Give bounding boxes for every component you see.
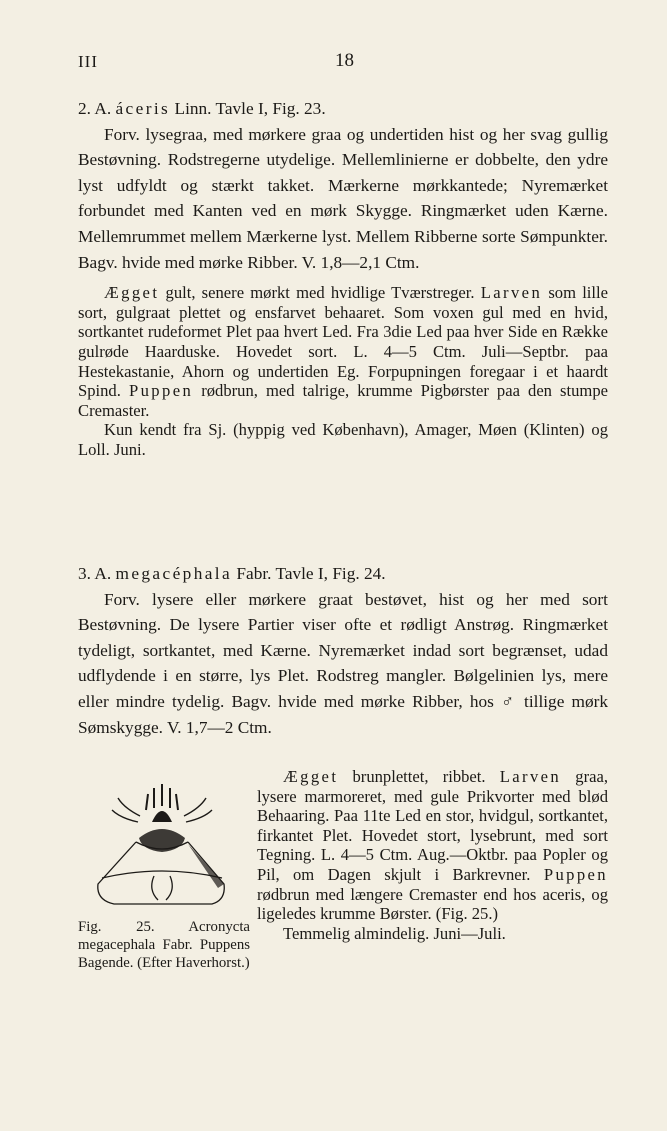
plate-reference: Tavle I, Fig. 24. <box>275 564 386 583</box>
entry-megacephala <box>78 561 608 740</box>
distribution: Kun kendt fra Sj. (hyppig ved København), Amager, Møen (Klinten) og Loll. Juni. <box>78 420 608 459</box>
page-header <box>78 52 598 76</box>
forewing-description: Forv. lysere eller mørkere graat bestøvet, hist og her med sort Bestøvning. De lysere Partier viser ofte et rødligt Anstrøg. Ringmærket tydeligt, sortkantet, med Kærne. Nyremærket indad sort begrænset, udad udflydende i en større, lys Plet. Rodstreg mangler. Bølgelinien lys, mere eller mindre tydelig. Bagv. hvide med mørke Ribber, hos ♂ tillige mørk Sømskygge. V. 1,7—2 Ctm. <box>78 589 609 737</box>
section-number: III <box>78 52 98 71</box>
plate-reference: Tavle I, Fig. 23. <box>215 99 326 118</box>
distribution: Temmelig almindelig. Juni—Juli. <box>283 923 506 943</box>
species-heading: 3. A. megacéphala Fabr. Tavle I, Fig. 24. <box>78 564 386 583</box>
species-name: áceris <box>115 99 171 118</box>
species-name: megacéphala <box>115 564 233 583</box>
species-heading: 2. A. áceris Linn. Tavle I, Fig. 23. <box>78 99 326 118</box>
life-history: Ægget brunplettet, ribbet. Larven graa, lysere marmoreret, med gule Prikvorter med blød Behaaring. Paa 11te Led en stor, hvidgul, sortkantet, firkantet Plet. Hovedet stort, lysebrunt, med sort Tegning. L. 4—5 Ctm. Aug.—Oktbr. paa Popler og Pil, om Dagen skjult i Barkrevner. Puppen rødbrun med længere Cremaster end hos aceris, og ligeledes krumme Børster. (Fig. 25.) <box>257 767 608 924</box>
forewing-description: Forv. lysegraa, med mørkere graa og undertiden hist og her svag gullig Bestøvning. Rodstregerne utydelige. Mellemlinierne er dobbelte, den ydre lyst udfyldt og stærkt takket. Mærkerne mørkkantede; Nyremærket forbundet med Kanten ved en mørk Skygge. Ringmærket uden Kærne. Mellemrummet mellem Mærkerne lyst. Mellem Ribberne sorte Sømpunkter. Bagv. hvide med mørke Ribber. V. 1,8—2,1 Ctm. <box>78 124 608 272</box>
life-history: Ægget gult, senere mørkt med hvidlige Tværstreger. Larven som lille sort, gulgraat plettet og ensfarvet behaaret. Som voxen gul med en hvid, sortkantet rudeformet Plet paa hvert Led. Fra 3die Led paa hver Side en Række gulrøde Haarduske. Hovedet sort. L. 4—5 Ctm. Juli—Septbr. paa Hestekastanie, Ahorn og undertiden Eg. Forpupningen foregaar i et haardt Spind. Puppen rødbrun, med talrige, krumme Pigbørster paa den stumpe Cremaster. <box>78 283 609 420</box>
pupa-tail-illustration <box>84 772 240 914</box>
entry-aceris <box>78 96 608 460</box>
figure-25 <box>78 772 250 973</box>
megacephala-life-history <box>257 767 608 943</box>
figure-caption: Fig. 25. Acronycta megacephala Fabr. Puppens Bagende. (Efter Haverhorst.) <box>78 919 250 972</box>
male-symbol: ♂ <box>501 691 517 711</box>
page-number: 18 <box>335 50 354 71</box>
